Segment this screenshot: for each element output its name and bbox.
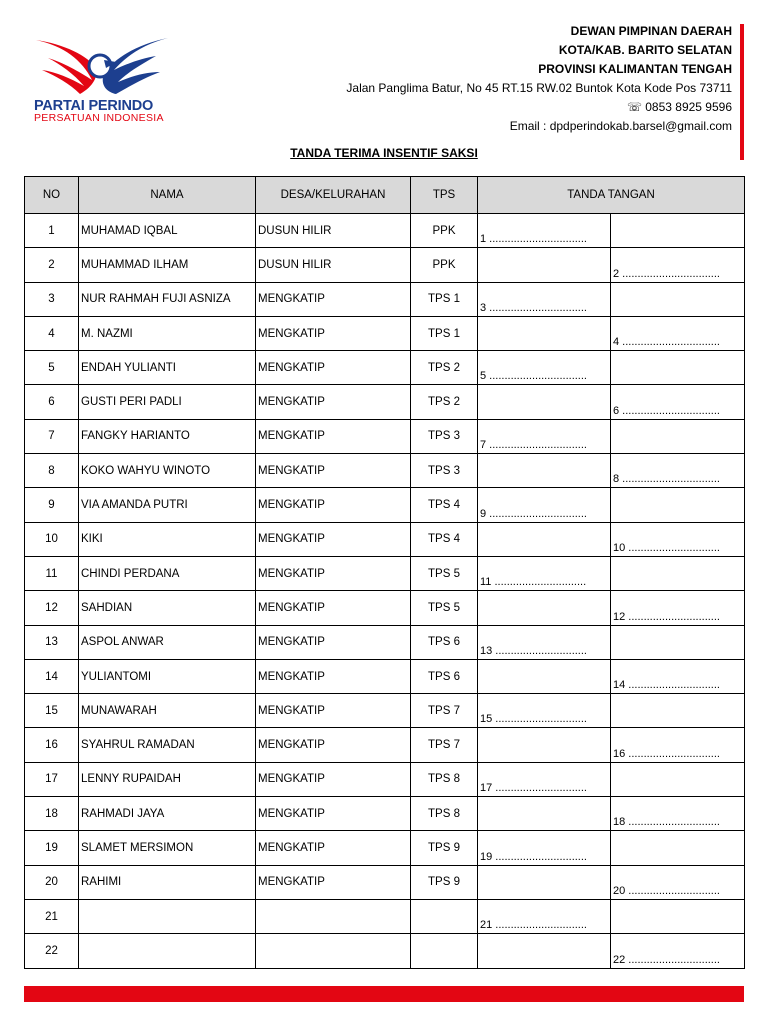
row-number: 1: [25, 214, 79, 248]
table-row: [25, 214, 745, 248]
signature-cell-right: [611, 488, 745, 522]
row-desa: MENGKATIP: [256, 625, 411, 659]
row-number: 13: [25, 625, 79, 659]
signature-cell-left: [478, 419, 611, 453]
row-desa: MENGKATIP: [256, 659, 411, 693]
signature-cell-left: [478, 797, 611, 831]
signature-cell-right: [611, 591, 745, 625]
signature-cell-right: [611, 659, 745, 693]
signature-line: 14 ..............................: [613, 679, 720, 692]
table-row: [25, 762, 745, 796]
row-nama: [79, 899, 256, 933]
org-line-2: KOTA/KAB. BARITO SELATAN: [558, 43, 732, 57]
row-desa: MENGKATIP: [256, 694, 411, 728]
signature-line: 17 ..............................: [480, 782, 587, 795]
signature-line: 15 ..............................: [480, 713, 587, 726]
signature-cell-left: [478, 488, 611, 522]
row-tps: TPS 4: [411, 488, 478, 522]
row-nama: SAHDIAN: [79, 591, 256, 625]
row-nama: RAHIMI: [79, 865, 256, 899]
signature-cell-left: [478, 316, 611, 350]
org-line-3: PROVINSI KALIMANTAN TENGAH: [538, 62, 732, 76]
row-number: 10: [25, 522, 79, 556]
row-desa: MENGKATIP: [256, 556, 411, 590]
row-nama: FANGKY HARIANTO: [79, 419, 256, 453]
table-row: [25, 694, 745, 728]
table-row: [25, 831, 745, 865]
row-tps: TPS 1: [411, 316, 478, 350]
row-desa: MENGKATIP: [256, 351, 411, 385]
row-nama: CHINDI PERDANA: [79, 556, 256, 590]
signature-cell-left: [478, 282, 611, 316]
row-desa: [256, 934, 411, 968]
signature-cell-right: [611, 625, 745, 659]
row-desa: MENGKATIP: [256, 282, 411, 316]
header-red-rule: [740, 24, 744, 160]
signature-cell-left: [478, 214, 611, 248]
signature-cell-right: [611, 865, 745, 899]
signature-cell-right: [611, 316, 745, 350]
signature-cell-right: [611, 522, 745, 556]
row-tps: TPS 8: [411, 797, 478, 831]
signature-line: 5 ................................: [480, 370, 587, 383]
row-number: 8: [25, 454, 79, 488]
row-tps: [411, 899, 478, 933]
row-tps: TPS 1: [411, 282, 478, 316]
row-nama: [79, 934, 256, 968]
signature-line: 3 ................................: [480, 301, 587, 314]
table-row: [25, 316, 745, 350]
row-number: 3: [25, 282, 79, 316]
signature-line: 9 ................................: [480, 507, 587, 520]
row-desa: MENGKATIP: [256, 831, 411, 865]
row-number: 15: [25, 694, 79, 728]
signature-cell-right: [611, 419, 745, 453]
row-desa: MENGKATIP: [256, 488, 411, 522]
phone-line: [346, 98, 732, 117]
row-nama: KIKI: [79, 522, 256, 556]
row-nama: SYAHRUL RAMADAN: [79, 728, 256, 762]
row-nama: RAHMADI JAYA: [79, 797, 256, 831]
row-number: 20: [25, 865, 79, 899]
row-nama: MUHAMMAD ILHAM: [79, 248, 256, 282]
row-desa: DUSUN HILIR: [256, 248, 411, 282]
row-nama: VIA AMANDA PUTRI: [79, 488, 256, 522]
signature-cell-right: [611, 454, 745, 488]
row-number: 21: [25, 899, 79, 933]
table-row: [25, 522, 745, 556]
table-row: [25, 899, 745, 933]
row-nama: MUNAWARAH: [79, 694, 256, 728]
signature-cell-left: [478, 865, 611, 899]
signature-line: 6 ................................: [613, 404, 720, 417]
row-nama: NUR RAHMAH FUJI ASNIZA: [79, 282, 256, 316]
signature-cell-left: [478, 385, 611, 419]
row-number: 6: [25, 385, 79, 419]
signature-cell-right: [611, 282, 745, 316]
row-desa: MENGKATIP: [256, 385, 411, 419]
table-row: [25, 248, 745, 282]
row-nama: M. NAZMI: [79, 316, 256, 350]
document-title: TANDA TERIMA INSENTIF SAKSI: [290, 146, 478, 160]
row-number: 2: [25, 248, 79, 282]
signature-cell-left: [478, 728, 611, 762]
row-tps: TPS 7: [411, 694, 478, 728]
row-tps: [411, 934, 478, 968]
signature-cell-right: [611, 899, 745, 933]
table-row: [25, 419, 745, 453]
signature-line: 21 ..............................: [480, 919, 587, 932]
table-row: [25, 797, 745, 831]
table-row: [25, 659, 745, 693]
signature-line: 20 ..............................: [613, 884, 720, 897]
party-name: PARTAI PERINDO: [34, 98, 154, 114]
row-tps: PPK: [411, 214, 478, 248]
org-line-1: DEWAN PIMPINAN DAERAH: [570, 24, 732, 38]
row-desa: [256, 899, 411, 933]
signature-cell-left: [478, 522, 611, 556]
signature-cell-left: [478, 591, 611, 625]
row-nama: KOKO WAHYU WINOTO: [79, 454, 256, 488]
row-number: 7: [25, 419, 79, 453]
signature-line: 1 ................................: [480, 233, 587, 246]
signature-cell-right: [611, 351, 745, 385]
signature-line: 2 ................................: [613, 267, 720, 280]
row-number: 22: [25, 934, 79, 968]
row-tps: TPS 2: [411, 351, 478, 385]
row-nama: SLAMET MERSIMON: [79, 831, 256, 865]
eagle-logo-icon: [34, 36, 170, 98]
row-number: 11: [25, 556, 79, 590]
signature-cell-left: [478, 556, 611, 590]
signature-cell-left: [478, 934, 611, 968]
row-tps: TPS 6: [411, 659, 478, 693]
signature-line: 22 ..............................: [613, 953, 720, 966]
phone-number: 0853 8925 9596: [645, 100, 732, 114]
table-row: [25, 385, 745, 419]
signature-cell-right: [611, 762, 745, 796]
row-tps: TPS 4: [411, 522, 478, 556]
row-desa: MENGKATIP: [256, 454, 411, 488]
signature-cell-left: [478, 899, 611, 933]
table-row: [25, 454, 745, 488]
row-number: 14: [25, 659, 79, 693]
signature-cell-right: [611, 797, 745, 831]
header-tps: TPS: [411, 177, 478, 214]
signature-cell-left: [478, 831, 611, 865]
signature-line: 8 ................................: [613, 473, 720, 486]
row-desa: MENGKATIP: [256, 865, 411, 899]
signature-line: 19 ..............................: [480, 850, 587, 863]
signature-cell-right: [611, 728, 745, 762]
row-desa: MENGKATIP: [256, 762, 411, 796]
row-tps: TPS 9: [411, 865, 478, 899]
row-desa: MENGKATIP: [256, 316, 411, 350]
signature-line: 10 ..............................: [613, 541, 720, 554]
table-row: [25, 591, 745, 625]
phone-icon: ☏: [626, 100, 642, 114]
signature-cell-left: [478, 248, 611, 282]
row-desa: MENGKATIP: [256, 591, 411, 625]
row-number: 19: [25, 831, 79, 865]
row-desa: DUSUN HILIR: [256, 214, 411, 248]
header-desa: DESA/KELURAHAN: [256, 177, 411, 214]
row-number: 18: [25, 797, 79, 831]
row-nama: GUSTI PERI PADLI: [79, 385, 256, 419]
row-nama: ENDAH YULIANTI: [79, 351, 256, 385]
table-row: [25, 351, 745, 385]
header-no: NO: [25, 177, 79, 214]
row-tps: TPS 2: [411, 385, 478, 419]
signature-line: 12 ..............................: [613, 610, 720, 623]
signature-line: 16 ..............................: [613, 747, 720, 760]
address: Jalan Panglima Batur, No 45 RT.15 RW.02 Buntok Kota Kode Pos 73711: [346, 81, 732, 95]
signature-cell-right: [611, 831, 745, 865]
party-subtitle: PERSATUAN INDONESIA: [34, 112, 164, 124]
table-row: [25, 865, 745, 899]
row-desa: MENGKATIP: [256, 797, 411, 831]
table-row: [25, 728, 745, 762]
row-nama: ASPOL ANWAR: [79, 625, 256, 659]
row-number: 9: [25, 488, 79, 522]
table-row: [25, 488, 745, 522]
signature-cell-left: [478, 351, 611, 385]
signature-cell-left: [478, 659, 611, 693]
row-tps: PPK: [411, 248, 478, 282]
signature-line: 11 ..............................: [480, 576, 587, 589]
row-tps: TPS 8: [411, 762, 478, 796]
row-nama: MUHAMAD IQBAL: [79, 214, 256, 248]
signature-cell-right: [611, 556, 745, 590]
row-number: 4: [25, 316, 79, 350]
row-tps: TPS 3: [411, 419, 478, 453]
table-header-row: [25, 177, 745, 214]
header-nama: NAMA: [79, 177, 256, 214]
table-row: [25, 282, 745, 316]
table-row: [25, 625, 745, 659]
signature-cell-right: [611, 248, 745, 282]
signature-line: 13 ..............................: [480, 644, 587, 657]
row-desa: MENGKATIP: [256, 419, 411, 453]
footer-red-bar: [24, 986, 744, 1002]
email-line: Email : dpdperindokab.barsel@gmail.com: [509, 119, 732, 133]
row-tps: TPS 3: [411, 454, 478, 488]
row-tps: TPS 5: [411, 591, 478, 625]
letterhead: [346, 22, 732, 136]
signature-line: 18 ..............................: [613, 816, 720, 829]
row-tps: TPS 9: [411, 831, 478, 865]
header-tanda-tangan: TANDA TANGAN: [478, 177, 745, 214]
signature-line: 4 ................................: [613, 336, 720, 349]
signature-cell-left: [478, 454, 611, 488]
row-desa: MENGKATIP: [256, 728, 411, 762]
row-tps: TPS 5: [411, 556, 478, 590]
row-number: 5: [25, 351, 79, 385]
row-tps: TPS 7: [411, 728, 478, 762]
row-desa: MENGKATIP: [256, 522, 411, 556]
signature-cell-right: [611, 214, 745, 248]
receipt-table: [24, 176, 745, 969]
signature-cell-right: [611, 934, 745, 968]
row-number: 12: [25, 591, 79, 625]
signature-cell-left: [478, 625, 611, 659]
signature-cell-left: [478, 694, 611, 728]
signature-line: 7 ................................: [480, 439, 587, 452]
signature-cell-left: [478, 762, 611, 796]
row-tps: TPS 6: [411, 625, 478, 659]
row-number: 16: [25, 728, 79, 762]
row-nama: LENNY RUPAIDAH: [79, 762, 256, 796]
party-logo: [32, 36, 172, 128]
row-number: 17: [25, 762, 79, 796]
table-row: [25, 934, 745, 968]
signature-cell-right: [611, 694, 745, 728]
table-row: [25, 556, 745, 590]
signature-cell-right: [611, 385, 745, 419]
row-nama: YULIANTOMI: [79, 659, 256, 693]
